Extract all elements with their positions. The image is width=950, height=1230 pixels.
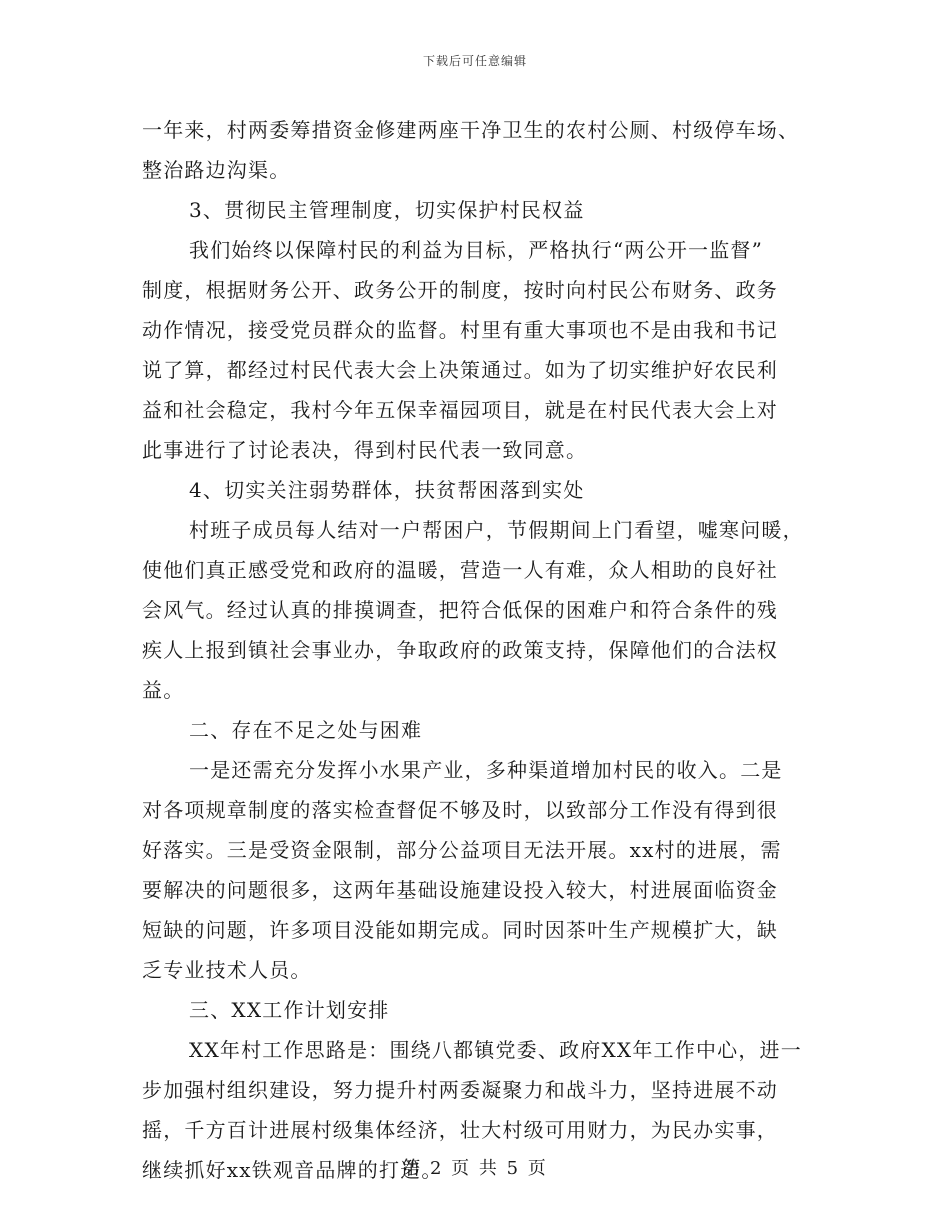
text-line: 益。 <box>142 678 185 702</box>
text-line: 益和社会稳定，我村今年五保幸福园项目，就是在村民代表大会上对 <box>142 398 778 422</box>
document-body <box>142 110 812 1190</box>
text-line: 4、切实关注弱势群体，扶贫帮困落到实处 <box>189 478 585 502</box>
text-line: 摇，千方百计进展村级集体经济，壮大村级可用财力，为民办实事， <box>142 1118 778 1142</box>
text-line: 使他们真正感受党和政府的温暖，营造一人有难，众人相助的良好社 <box>142 558 778 582</box>
text-line: 对各项规章制度的落实检查督促不够及时，以致部分工作没有得到很 <box>142 798 778 822</box>
text-line: 乏专业技术人员。 <box>142 958 312 982</box>
text-line: 说了算，都经过村民代表大会上决策通过。如为了切实维护好农民利 <box>142 358 778 382</box>
text-line: 制度，根据财务公开、政务公开的制度，按时向村民公布财务、政务 <box>142 278 778 302</box>
text-line: 动作情况，接受党员群众的监督。村里有重大事项也不是由我和书记 <box>142 318 778 342</box>
text-line: 二、存在不足之处与困难 <box>189 718 423 742</box>
page-header-note: 下载后可任意编辑 <box>422 54 527 68</box>
text-line: 疾人上报到镇社会事业办，争取政府的政策支持，保障他们的合法权 <box>142 638 778 662</box>
text-line: 步加强村组织建设，努力提升村两委凝聚力和战斗力，坚持进展不动 <box>142 1078 778 1102</box>
text-line: 好落实。三是受资金限制，部分公益项目无法开展。xx村的进展，需 <box>142 838 782 862</box>
text-line: 我们始终以保障村民的利益为目标，严格执行“两公开一监督” <box>189 238 764 262</box>
text-line: 要解决的问题很多，这两年基础设施建设投入较大，村进展面临资金 <box>142 878 778 902</box>
text-line: XX年村工作思路是：围绕八都镇党委、政府XX年工作中心，进一 <box>189 1038 802 1062</box>
page-number: 第 2 页 共 5 页 <box>402 1158 548 1179</box>
text-line: 整治路边沟渠。 <box>142 158 291 182</box>
text-line: 一是还需充分发挥小水果产业，多种渠道增加村民的收入。二是 <box>189 758 783 782</box>
text-line: 此事进行了讨论表决，得到村民代表一致同意。 <box>142 438 588 462</box>
text-line: 村班子成员每人结对一户帮困户，节假期间上门看望，嘘寒问暖， <box>189 518 804 542</box>
text-line: 短缺的问题，许多项目没能如期完成。同时因茶叶生产规模扩大，缺 <box>142 918 778 942</box>
text-line: 继续抓好xx铁观音品牌的打造。 <box>142 1158 443 1182</box>
text-line: 一年来，村两委筹措资金修建两座干净卫生的农村公厕、村级停车场、 <box>142 118 800 142</box>
text-line: 会风气。经过认真的排摸调查，把符合低保的困难户和符合条件的残 <box>142 598 778 622</box>
text-line: 三、XX工作计划安排 <box>189 998 390 1022</box>
text-line: 3、贯彻民主管理制度，切实保护村民权益 <box>189 198 585 222</box>
